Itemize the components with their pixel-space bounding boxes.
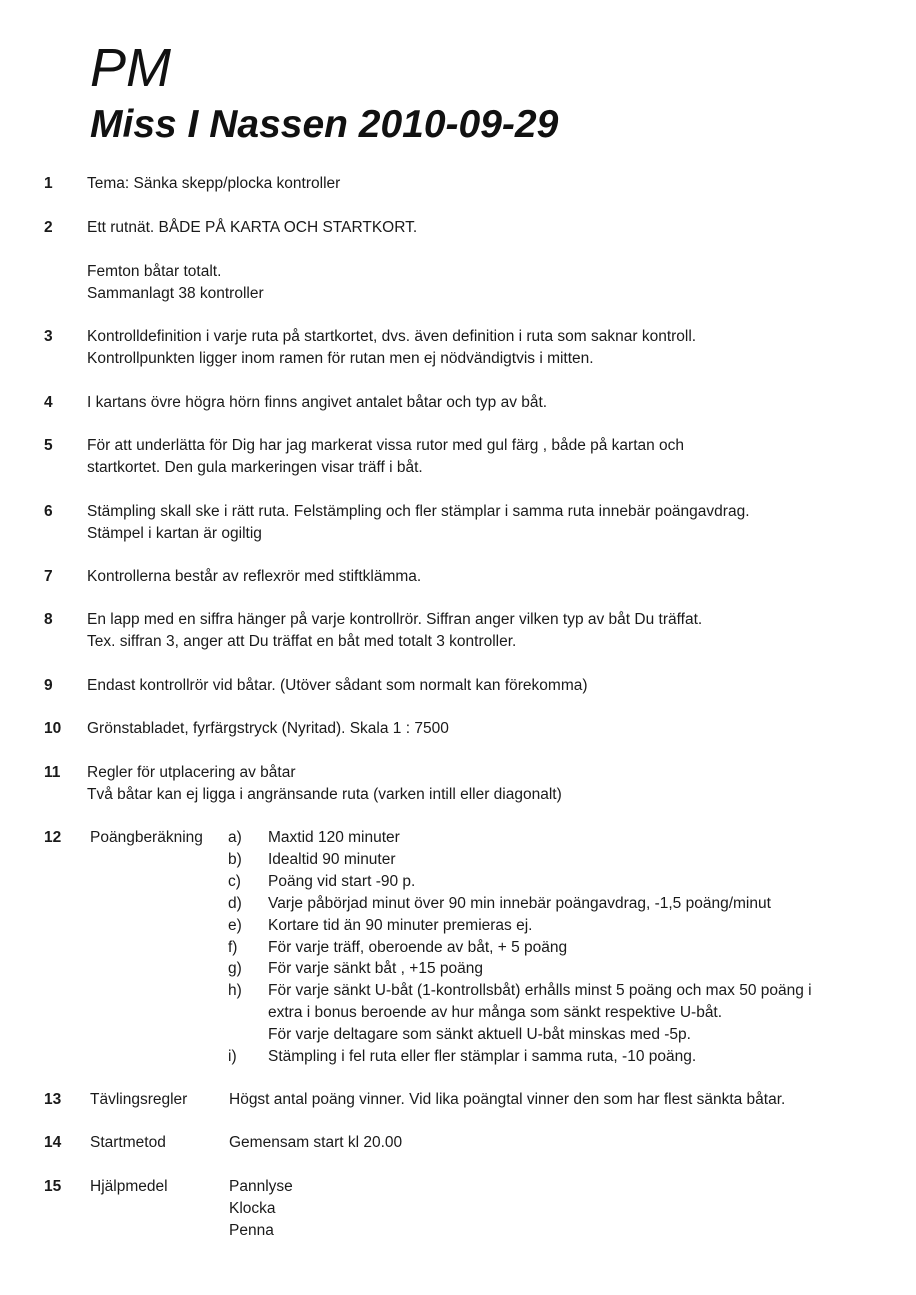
scoring-letter: b) <box>228 850 242 868</box>
scoring-text: För varje sänkt båt , +15 poäng <box>268 960 483 978</box>
scoring-letter: f) <box>228 938 238 956</box>
item-text: Endast kontrollrör vid båtar. (Utöver sådant som normalt kan förekomma) <box>87 677 588 694</box>
item-text: Grönstabladet, fyrfärgstryck (Nyritad). Skala 1 : 7500 <box>87 720 449 737</box>
item-number: 13 <box>44 1091 62 1108</box>
rule-text: Klocka <box>229 1200 276 1217</box>
item-number: 4 <box>44 394 53 411</box>
rule-text: Gemensam start kl 20.00 <box>229 1134 403 1151</box>
scoring-letter: g) <box>228 960 242 978</box>
item-number: 11 <box>44 764 61 781</box>
scoring-text: Maxtid 120 minuter <box>268 829 400 846</box>
item-number: 3 <box>44 328 53 345</box>
item-text: startkortet. Den gula markeringen visar träff i båt. <box>87 459 423 476</box>
item-number: 8 <box>44 611 53 628</box>
scoring-text: extra i bonus beroende av hur många som sänkt respektive U-båt. <box>268 1004 723 1022</box>
item-text: Kontrollpunkten ligger inom ramen för rutan men ej nödvändigtvis i mitten. <box>87 350 594 367</box>
scoring-text: Varje påbörjad minut över 90 min innebär poängavdrag, -1,5 poäng/minut <box>268 894 771 912</box>
item-text: Stämpling skall ske i rätt ruta. Felstämpling och fler stämplar i samma ruta innebär poängavdrag. <box>87 503 750 520</box>
scoring-text: Idealtid 90 minuter <box>268 850 396 868</box>
page-subtitle: Miss I Nassen 2010-09-29 <box>90 103 559 146</box>
rule-text: Pannlyse <box>229 1178 293 1195</box>
section-label: Poängberäkning <box>90 829 203 846</box>
item-text: Regler för utplacering av båtar <box>87 764 296 781</box>
scoring-letter: a) <box>228 829 242 846</box>
item-number: 2 <box>44 219 53 236</box>
item-text: Tema: Sänka skepp/plocka kontroller <box>87 175 341 192</box>
item-text: Ett rutnät. BÅDE PÅ KARTA OCH STARTKORT. <box>87 219 418 236</box>
item-text: Kontrolldefinition i varje ruta på startkortet, dvs. även definition i ruta som saknar kontroll. <box>87 328 697 345</box>
item-text: Femton båtar totalt. <box>87 263 222 280</box>
scoring-text: Kortare tid än 90 minuter premieras ej. <box>268 916 533 934</box>
scoring-letter: d) <box>228 894 242 912</box>
item-text: I kartans övre högra hörn finns angivet antalet båtar och typ av båt. <box>87 394 548 411</box>
item-text: För att underlätta för Dig har jag markerat vissa rutor med gul färg , både på kartan och <box>87 437 685 454</box>
scoring-text: Stämpling i fel ruta eller fler stämplar i samma ruta, -10 poäng. <box>268 1048 697 1065</box>
rule-text: Högst antal poäng vinner. Vid lika poängtal vinner den som har flest sänkta båtar. <box>229 1091 786 1108</box>
section-label: Startmetod <box>90 1134 166 1151</box>
scoring-letter: h) <box>228 982 242 1000</box>
item-number: 1 <box>44 175 53 192</box>
item-text: Tex. siffran 3, anger att Du träffat en båt med totalt 3 kontroller. <box>87 633 517 650</box>
scoring-text: För varje sänkt U-båt (1-kontrollsbåt) erhålls minst 5 poäng och max 50 poäng i <box>268 982 812 1000</box>
item-text: En lapp med en siffra hänger på varje kontrollrör. Siffran anger vilken typ av båt Du träffat. <box>87 611 703 628</box>
section-label: Hjälpmedel <box>90 1178 168 1195</box>
scoring-letter: c) <box>228 872 241 890</box>
scoring-letter: i) <box>228 1048 237 1065</box>
rule-text: Penna <box>229 1222 274 1239</box>
scoring-text: För varje deltagare som sänkt aktuell U-båt minskas med -5p. <box>268 1026 691 1044</box>
item-number: 10 <box>44 720 62 737</box>
item-text: Sammanlagt 38 kontroller <box>87 285 264 302</box>
item-text: Stämpel i kartan är ogiltig <box>87 525 262 542</box>
item-number: 5 <box>44 437 53 454</box>
item-number: 9 <box>44 677 53 694</box>
item-text: Kontrollerna består av reflexrör med stiftklämma. <box>87 568 422 585</box>
section-label: Tävlingsregler <box>90 1091 188 1108</box>
item-number: 7 <box>44 568 53 585</box>
item-number: 15 <box>44 1178 62 1195</box>
scoring-text: För varje träff, oberoende av båt, + 5 poäng <box>268 938 568 956</box>
scoring-text: Poäng vid start -90 p. <box>268 872 416 890</box>
item-number: 12 <box>44 829 62 846</box>
item-number: 14 <box>44 1134 62 1151</box>
item-text: Två båtar kan ej ligga i angränsande ruta (varken intill eller diagonalt) <box>87 786 562 803</box>
page-title: PM <box>90 38 171 98</box>
item-number: 6 <box>44 503 53 520</box>
scoring-letter: e) <box>228 916 242 934</box>
